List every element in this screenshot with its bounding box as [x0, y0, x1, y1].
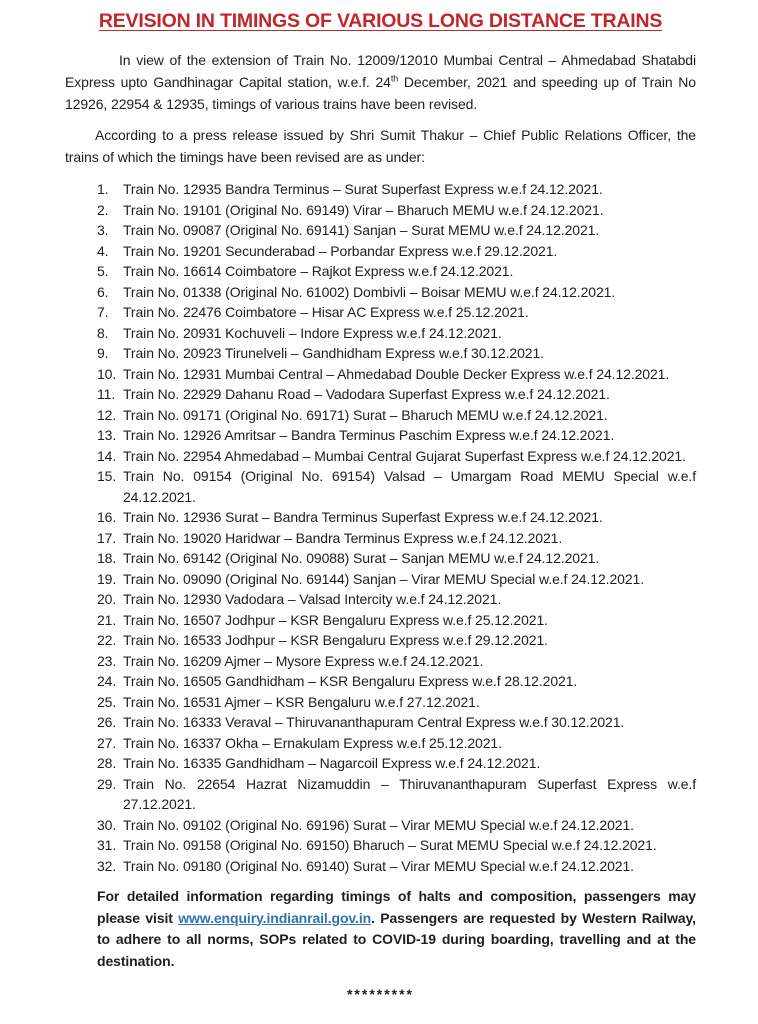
list-number: 13.: [97, 427, 117, 443]
train-entry-text: Train No. 16335 Gandhidham – Nagarcoil Express w.e.f 24.12.2021.: [123, 755, 541, 771]
train-list: [97, 179, 696, 876]
ordinal-superscript: th: [390, 73, 399, 84]
train-list-item: [97, 405, 696, 426]
list-number: 7.: [97, 304, 109, 320]
train-entry-text: Train No. 20931 Kochuveli – Indore Express w.e.f 24.12.2021.: [123, 324, 502, 341]
train-list-item: [97, 815, 696, 836]
train-list-item: [97, 528, 696, 549]
train-entry-text: Train No. 22929 Dahanu Road – Vadodara Superfast Express w.e.f 24.12.2021.: [123, 386, 610, 402]
train-entry-text: Train No. 12926 Amritsar – Bandra Terminus Paschim Express w.e.f 24.12.2021.: [123, 427, 615, 443]
list-number: 25.: [97, 693, 117, 710]
train-list-item: [97, 712, 696, 733]
list-number: 3.: [97, 222, 109, 238]
train-entry-text: Train No. 16337 Okha – Ernakulam Express w.e.f 25.12.2021.: [123, 734, 502, 751]
list-number: 26.: [97, 714, 117, 730]
train-list-item: [97, 220, 696, 241]
train-list-item: [97, 569, 696, 590]
train-list-item: [97, 425, 696, 446]
train-list-item: [97, 835, 696, 856]
train-list-item: [97, 651, 696, 672]
intro-text-after-superscript: December, 2021 and speeding up of Train No 12926, 22954 & 12935, timings of various trains have been revised.: [65, 74, 696, 112]
train-entry-text: Train No. 12931 Mumbai Central – Ahmedabad Double Decker Express w.e.f 24.12.2021.: [123, 365, 670, 382]
train-entry-text: Train No. 12935 Bandra Terminus – Surat Superfast Express w.e.f 24.12.2021.: [123, 181, 603, 197]
list-number: 10.: [97, 365, 117, 382]
list-number: 20.: [97, 591, 117, 607]
train-list-item: [97, 200, 696, 221]
list-number: 14.: [97, 447, 117, 464]
train-list-item: [97, 323, 696, 344]
train-entry-text: Train No. 09158 (Original No. 69150) Bharuch – Surat MEMU Special w.e.f 24.12.2021.: [123, 837, 657, 853]
list-number: 16.: [97, 509, 117, 525]
attribution-paragraph: According to a press release issued by Shri Sumit Thakur – Chief Public Relations Officer, the trains of which the timings have been revised are as under:: [65, 127, 696, 165]
train-entry-text: Train No. 16531 Ajmer – KSR Bengaluru w.e.f 27.12.2021.: [123, 693, 480, 710]
train-list-item: [97, 774, 696, 815]
train-list-item: [97, 733, 696, 754]
end-marker: *********: [346, 986, 415, 1002]
train-list-item: [97, 671, 696, 692]
footer-paragraph: [97, 886, 696, 972]
train-entry-text: Train No. 22476 Coimbatore – Hisar AC Express w.e.f 25.12.2021.: [123, 304, 529, 320]
enquiry-link[interactable]: www.enquiry.indianrail.gov.in: [178, 909, 372, 926]
list-number: 18.: [97, 550, 117, 566]
train-entry-text: Train No. 01338 (Original No. 61002) Dombivli – Boisar MEMU w.e.f 24.12.2021.: [123, 283, 616, 300]
list-number: 31.: [97, 837, 117, 853]
train-entry-text: Train No. 09102 (Original No. 69196) Surat – Virar MEMU Special w.e.f 24.12.2021.: [123, 816, 634, 833]
list-number: 29.: [97, 775, 117, 792]
train-list-item: [97, 261, 696, 282]
intro-paragraph: [65, 49, 696, 115]
list-number: 12.: [97, 406, 117, 423]
train-entry-text: Train No. 22954 Ahmedabad – Mumbai Central Gujarat Superfast Express w.e.f 24.12.2021.: [123, 447, 686, 464]
train-list-item: [97, 466, 696, 507]
list-number: 4.: [97, 242, 109, 259]
list-number: 2.: [97, 201, 109, 218]
list-number: 22.: [97, 632, 117, 648]
list-number: 6.: [97, 283, 109, 300]
list-number: 27.: [97, 734, 117, 751]
intro-text-before-superscript: In view of the extension of Train No. 12009/12010 Mumbai Central – Ahmedabad Shatabdi Express upto Gandhinagar Capital station, w.e.f. 24: [65, 52, 696, 90]
train-entry-text: Train No. 19201 Secunderabad – Porbandar Express w.e.f 29.12.2021.: [123, 242, 558, 259]
train-list-item: [97, 241, 696, 262]
list-number: 1.: [97, 181, 109, 197]
train-entry-text: Train No. 09180 (Original No. 69140) Surat – Virar MEMU Special w.e.f 24.12.2021.: [123, 857, 634, 874]
train-list-item: [97, 856, 696, 877]
train-list-item: [97, 446, 696, 467]
list-number: 32.: [97, 857, 117, 874]
train-entry-text: Train No. 09171 (Original No. 69171) Surat – Bharuch MEMU w.e.f 24.12.2021.: [123, 406, 608, 423]
train-list-item: [97, 692, 696, 713]
list-number: 21.: [97, 611, 117, 628]
list-number: 24.: [97, 673, 117, 689]
list-number: 30.: [97, 816, 117, 833]
train-list-item: [97, 384, 696, 405]
train-entry-text: Train No. 69142 (Original No. 09088) Surat – Sanjan MEMU w.e.f 24.12.2021.: [123, 550, 600, 566]
train-list-item: [97, 630, 696, 651]
train-entry-text: Train No. 09090 (Original No. 69144) Sanjan – Virar MEMU Special w.e.f 24.12.2021.: [123, 570, 644, 587]
train-entry-text: Train No. 12930 Vadodara – Valsad Intercity w.e.f 24.12.2021.: [123, 591, 502, 607]
list-number: 19.: [97, 570, 117, 587]
train-entry-text: Train No. 16507 Jodhpur – KSR Bengaluru Express w.e.f 25.12.2021.: [123, 611, 548, 628]
list-number: 15.: [97, 468, 117, 484]
train-list-item: [97, 610, 696, 631]
document-title: REVISION IN TIMINGS OF VARIOUS LONG DISTANCE TRAINS: [98, 10, 663, 32]
train-list-item: [97, 364, 696, 385]
train-entry-text: Train No. 19101 (Original No. 69149) Virar – Bharuch MEMU w.e.f 24.12.2021.: [123, 201, 604, 218]
train-entry-text: Train No. 20923 Tirunelveli – Gandhidham Express w.e.f 30.12.2021.: [123, 345, 544, 361]
list-number: 8.: [97, 324, 109, 341]
train-list-item: [97, 302, 696, 323]
train-entry-text: Train No. 09087 (Original No. 69141) Sanjan – Surat MEMU w.e.f 24.12.2021.: [123, 222, 600, 238]
train-entry-text: Train No. 16614 Coimbatore – Rajkot Express w.e.f 24.12.2021.: [123, 263, 514, 279]
train-list-item: [97, 507, 696, 528]
train-entry-text: Train No. 16209 Ajmer – Mysore Express w.e.f 24.12.2021.: [123, 652, 484, 669]
train-list-item: [97, 343, 696, 364]
list-number: 5.: [97, 263, 109, 279]
train-entry-text: Train No. 09154 (Original No. 69154) Valsad – Umargam Road MEMU Special w.e.f 24.12.2021.: [123, 468, 696, 505]
list-number: 23.: [97, 652, 117, 669]
train-list-item: [97, 548, 696, 569]
train-list-item: [97, 282, 696, 303]
train-entry-text: Train No. 16333 Veraval – Thiruvananthapuram Central Express w.e.f 30.12.2021.: [123, 714, 625, 730]
train-entry-text: Train No. 16505 Gandhidham – KSR Bengaluru Express w.e.f 28.12.2021.: [123, 673, 578, 689]
list-number: 28.: [97, 755, 117, 771]
train-list-item: [97, 589, 696, 610]
train-entry-text: Train No. 22654 Hazrat Nizamuddin – Thiruvananthapuram Superfast Express w.e.f 27.12.2021.: [123, 775, 696, 812]
list-number: 9.: [97, 345, 109, 361]
list-number: 17.: [97, 529, 117, 546]
list-number: 11.: [97, 386, 116, 402]
footer-text-after-link: . Passengers are requested by Western Railway, to adhere to all norms, SOPs related to COVID-19 during boarding, travelling and at the destination.: [97, 909, 696, 969]
train-entry-text: Train No. 12936 Surat – Bandra Terminus Superfast Express w.e.f 24.12.2021.: [123, 509, 603, 525]
train-list-item: [97, 179, 696, 200]
footer-text-before-link: For detailed information regarding timings of halts and composition, passengers may please visit: [97, 888, 696, 926]
train-entry-text: Train No. 19020 Haridwar – Bandra Terminus Express w.e.f 24.12.2021.: [123, 529, 563, 546]
train-entry-text: Train No. 16533 Jodhpur – KSR Bengaluru Express w.e.f 29.12.2021.: [123, 632, 548, 648]
train-list-item: [97, 753, 696, 774]
